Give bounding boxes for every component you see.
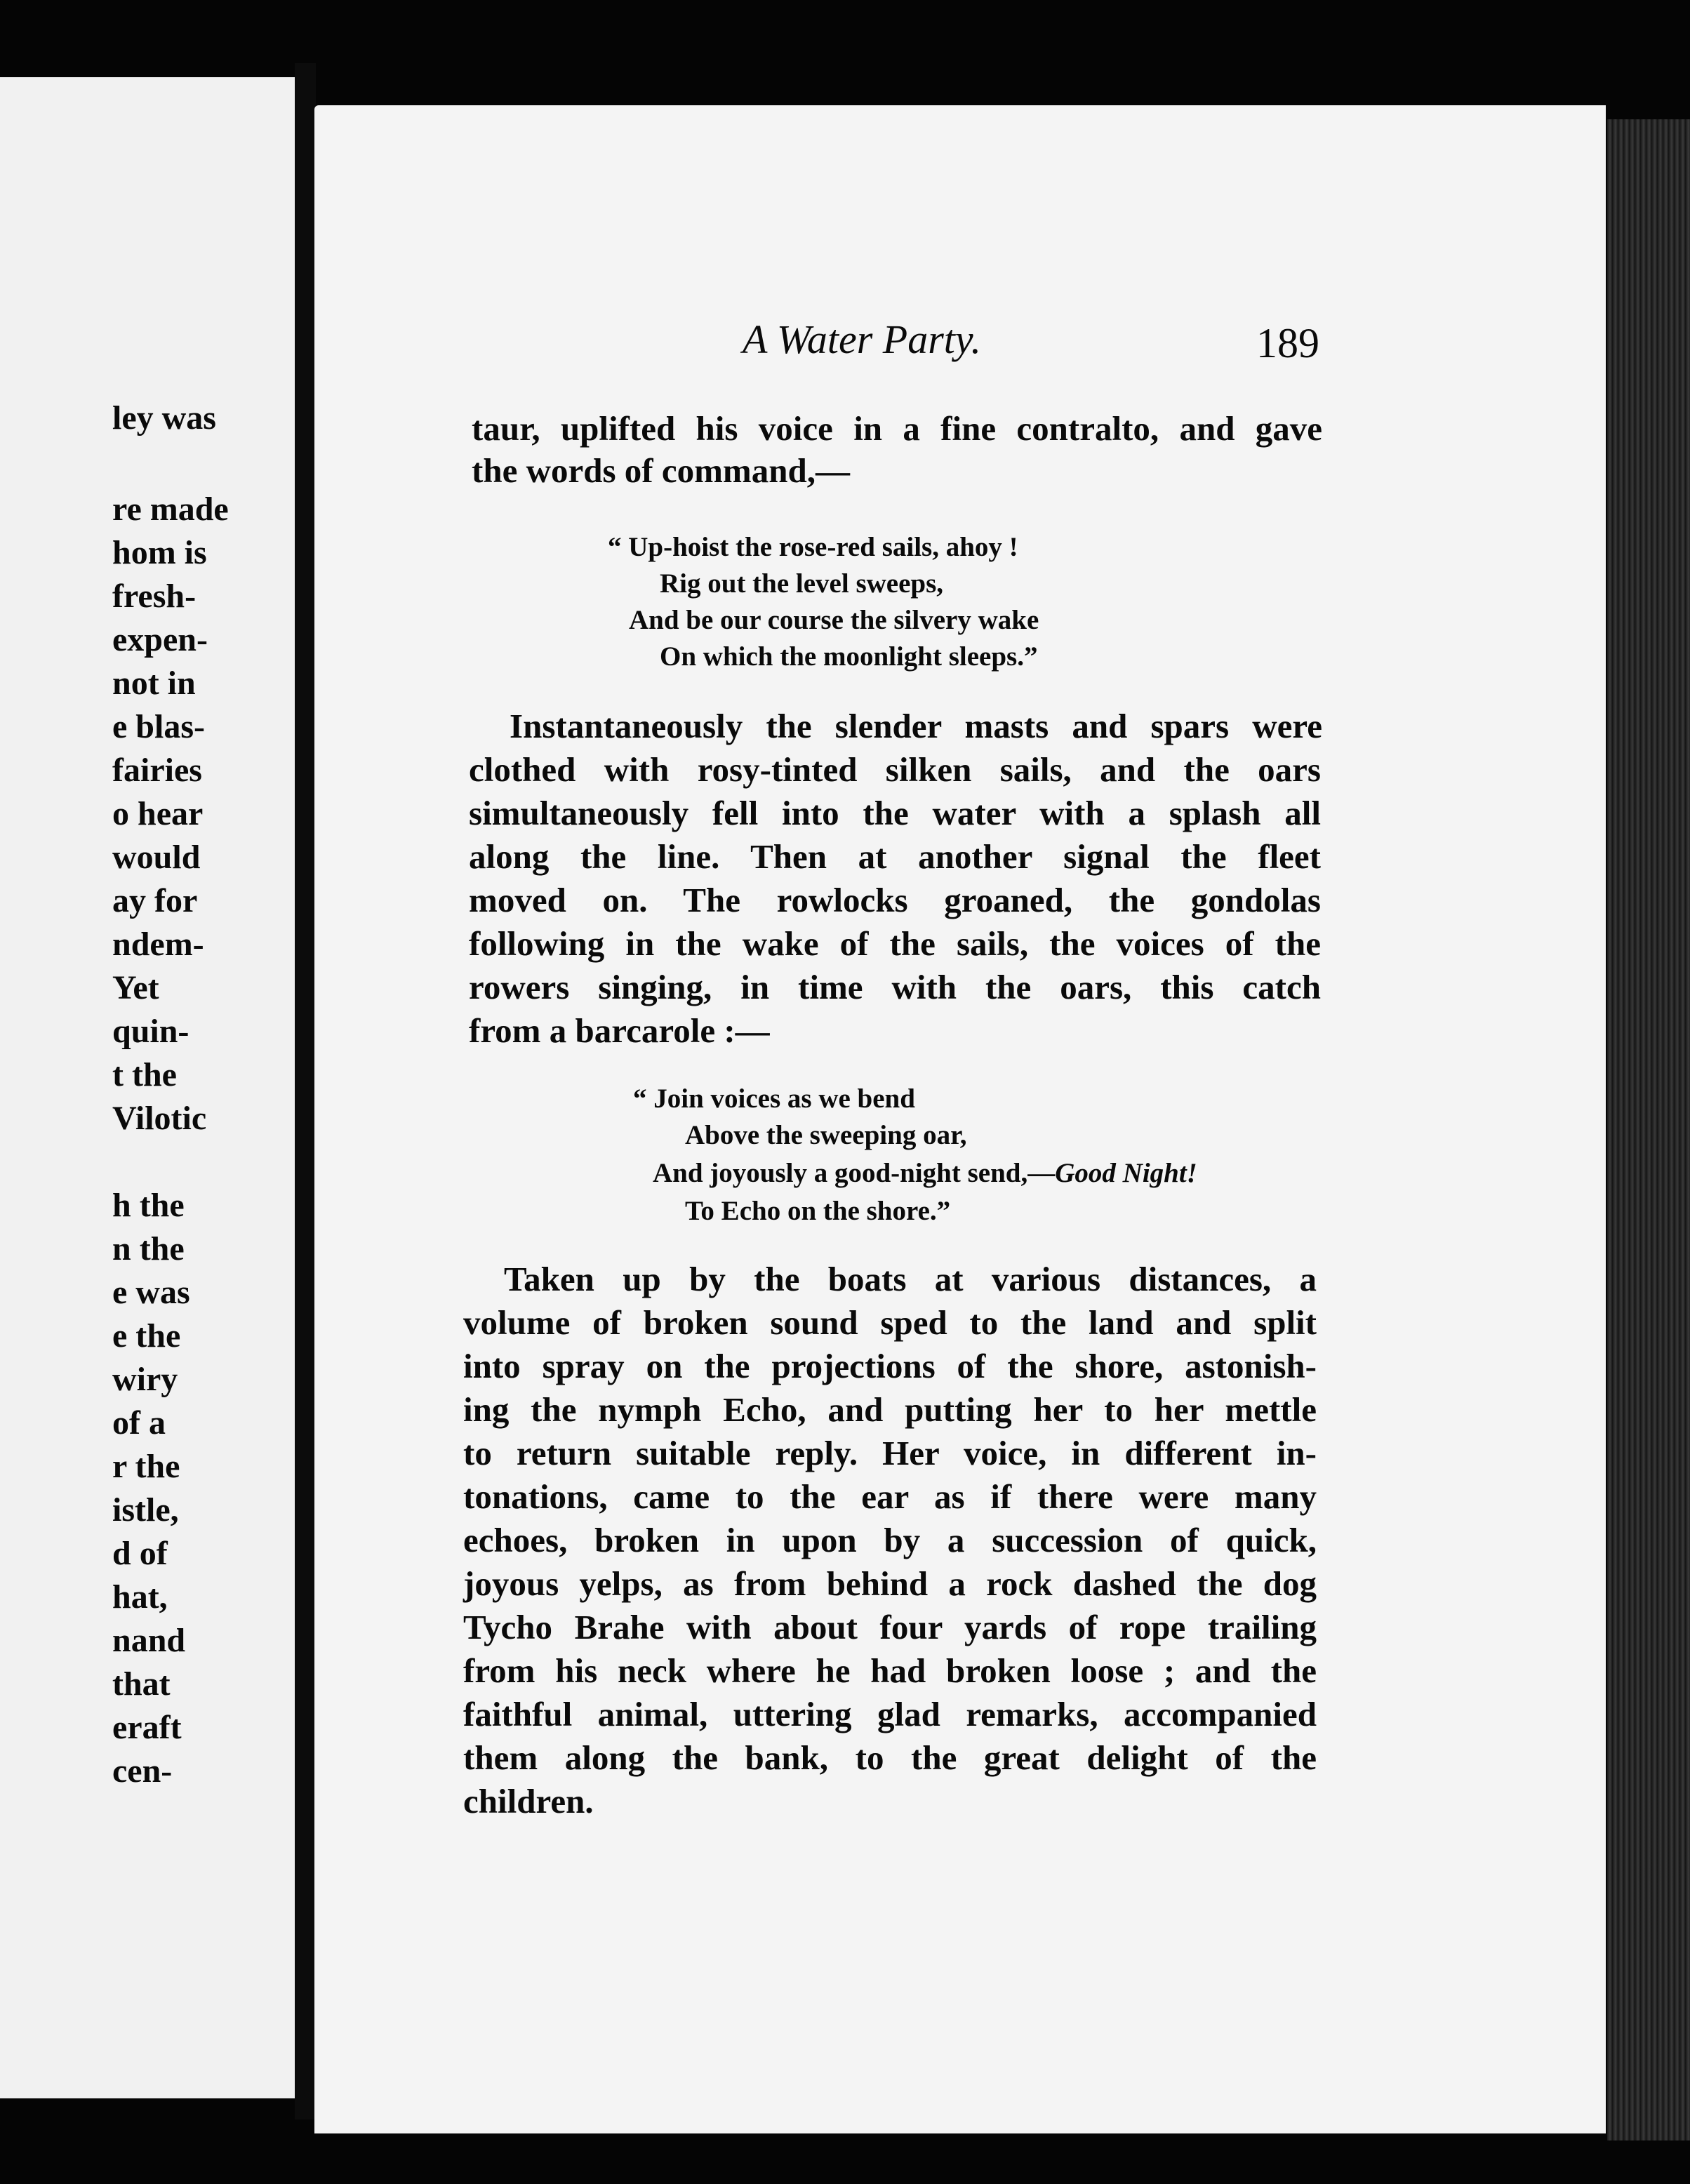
left-page-line: expen- [112, 621, 208, 658]
left-facing-page [0, 77, 300, 2098]
left-page-line: wiry [112, 1361, 178, 1398]
text-line: Tycho Brahe with about four yards of rope trailing [463, 1608, 1317, 1646]
left-page-line: of a [112, 1404, 166, 1441]
text-line: simultaneously fell into the water with a splash all [469, 794, 1321, 832]
left-page-line: fairies [112, 752, 202, 789]
text-line: faithful animal, uttering glad remarks, accompanied [463, 1695, 1317, 1733]
left-page-line: that [112, 1665, 171, 1703]
page-number: 189 [1256, 320, 1319, 366]
left-page-line: re made [112, 491, 229, 528]
left-page-line: cen- [112, 1752, 173, 1790]
verse-line: “ Join voices as we bend [633, 1084, 915, 1114]
left-page-line: ndem- [112, 926, 204, 963]
left-page-line: not in [112, 665, 196, 702]
left-page-line: e was [112, 1274, 190, 1311]
left-page-line: hom is [112, 534, 207, 571]
left-page-line: nand [112, 1622, 186, 1659]
running-title: A Water Party. [743, 317, 981, 362]
text-line: Taken up by the boats at various distances, a [504, 1260, 1317, 1298]
left-page-line: o hear [112, 795, 204, 832]
left-page-line: n the [112, 1230, 185, 1267]
text-line: clothed with rosy-tinted silken sails, and the oars [469, 750, 1321, 789]
verse-line: And be our course the silvery wake [629, 605, 1039, 635]
verse-line: Above the sweeping oar, [685, 1120, 967, 1150]
left-page-line: eraft [112, 1709, 182, 1746]
left-page-line: ley was [112, 399, 216, 437]
verse-emphasis: Good Night! [1055, 1158, 1197, 1188]
verse-line [653, 1159, 1197, 1187]
text-line: to return suitable reply. Her voice, in different in- [463, 1434, 1317, 1472]
left-page-line: quin- [112, 1013, 189, 1050]
text-line: echoes, broken in upon by a succession of quick, [463, 1521, 1317, 1559]
text-line: into spray on the projections of the shore, astonish- [463, 1347, 1317, 1385]
text-line: from his neck where he had broken loose ; and the [463, 1651, 1317, 1690]
verse-line: Rig out the level sweeps, [660, 568, 944, 599]
left-page-line: t the [112, 1056, 177, 1093]
left-page-line: fresh- [112, 578, 197, 615]
text-line: rowers singing, in time with the oars, this catch [469, 968, 1321, 1006]
text-line: following in the wake of the sails, the voices of the [469, 924, 1321, 963]
verse-text: And joyously a good-night send,— [653, 1158, 1056, 1188]
left-page-line: hat, [112, 1578, 168, 1616]
text-line: them along the bank, to the great delight of the [463, 1738, 1317, 1777]
text-line: the words of command,— [472, 451, 850, 490]
left-page-line: ay for [112, 882, 198, 919]
left-page-line: would [112, 839, 201, 876]
page-edges [1607, 119, 1690, 2140]
text-line: Instantaneously the slender masts and spars were [510, 707, 1322, 745]
verse-line: On which the moonlight sleeps.” [660, 641, 1038, 672]
left-page-line: istle, [112, 1491, 179, 1529]
left-page-line: e the [112, 1317, 181, 1354]
text-line: tonations, came to the ear as if there were many [463, 1477, 1317, 1516]
text-line: joyous yelps, as from behind a rock dashed the dog [463, 1564, 1317, 1603]
left-page-line: Yet [112, 969, 159, 1006]
text-line: from a barcarole :— [469, 1011, 770, 1050]
left-page-line: r the [112, 1448, 180, 1485]
text-line: ing the nymph Echo, and putting her to her mettle [463, 1390, 1317, 1429]
verse-line: To Echo on the shore.” [685, 1196, 951, 1226]
verse-line: “ Up-hoist the rose-red sails, ahoy ! [608, 532, 1018, 562]
text-line: along the line. Then at another signal the fleet [469, 837, 1321, 876]
left-page-line: d of [112, 1535, 168, 1572]
book-gutter [295, 63, 316, 2119]
left-page-line: h the [112, 1187, 185, 1224]
text-line: taur, uplifted his voice in a fine contralto, and gave [472, 409, 1322, 448]
text-line: children. [463, 1782, 594, 1820]
left-page-line: e blas- [112, 708, 205, 745]
text-line: volume of broken sound sped to the land and split [463, 1303, 1317, 1342]
text-line: moved on. The rowlocks groaned, the gondolas [469, 881, 1321, 919]
left-page-line: Vilotic [112, 1100, 207, 1137]
